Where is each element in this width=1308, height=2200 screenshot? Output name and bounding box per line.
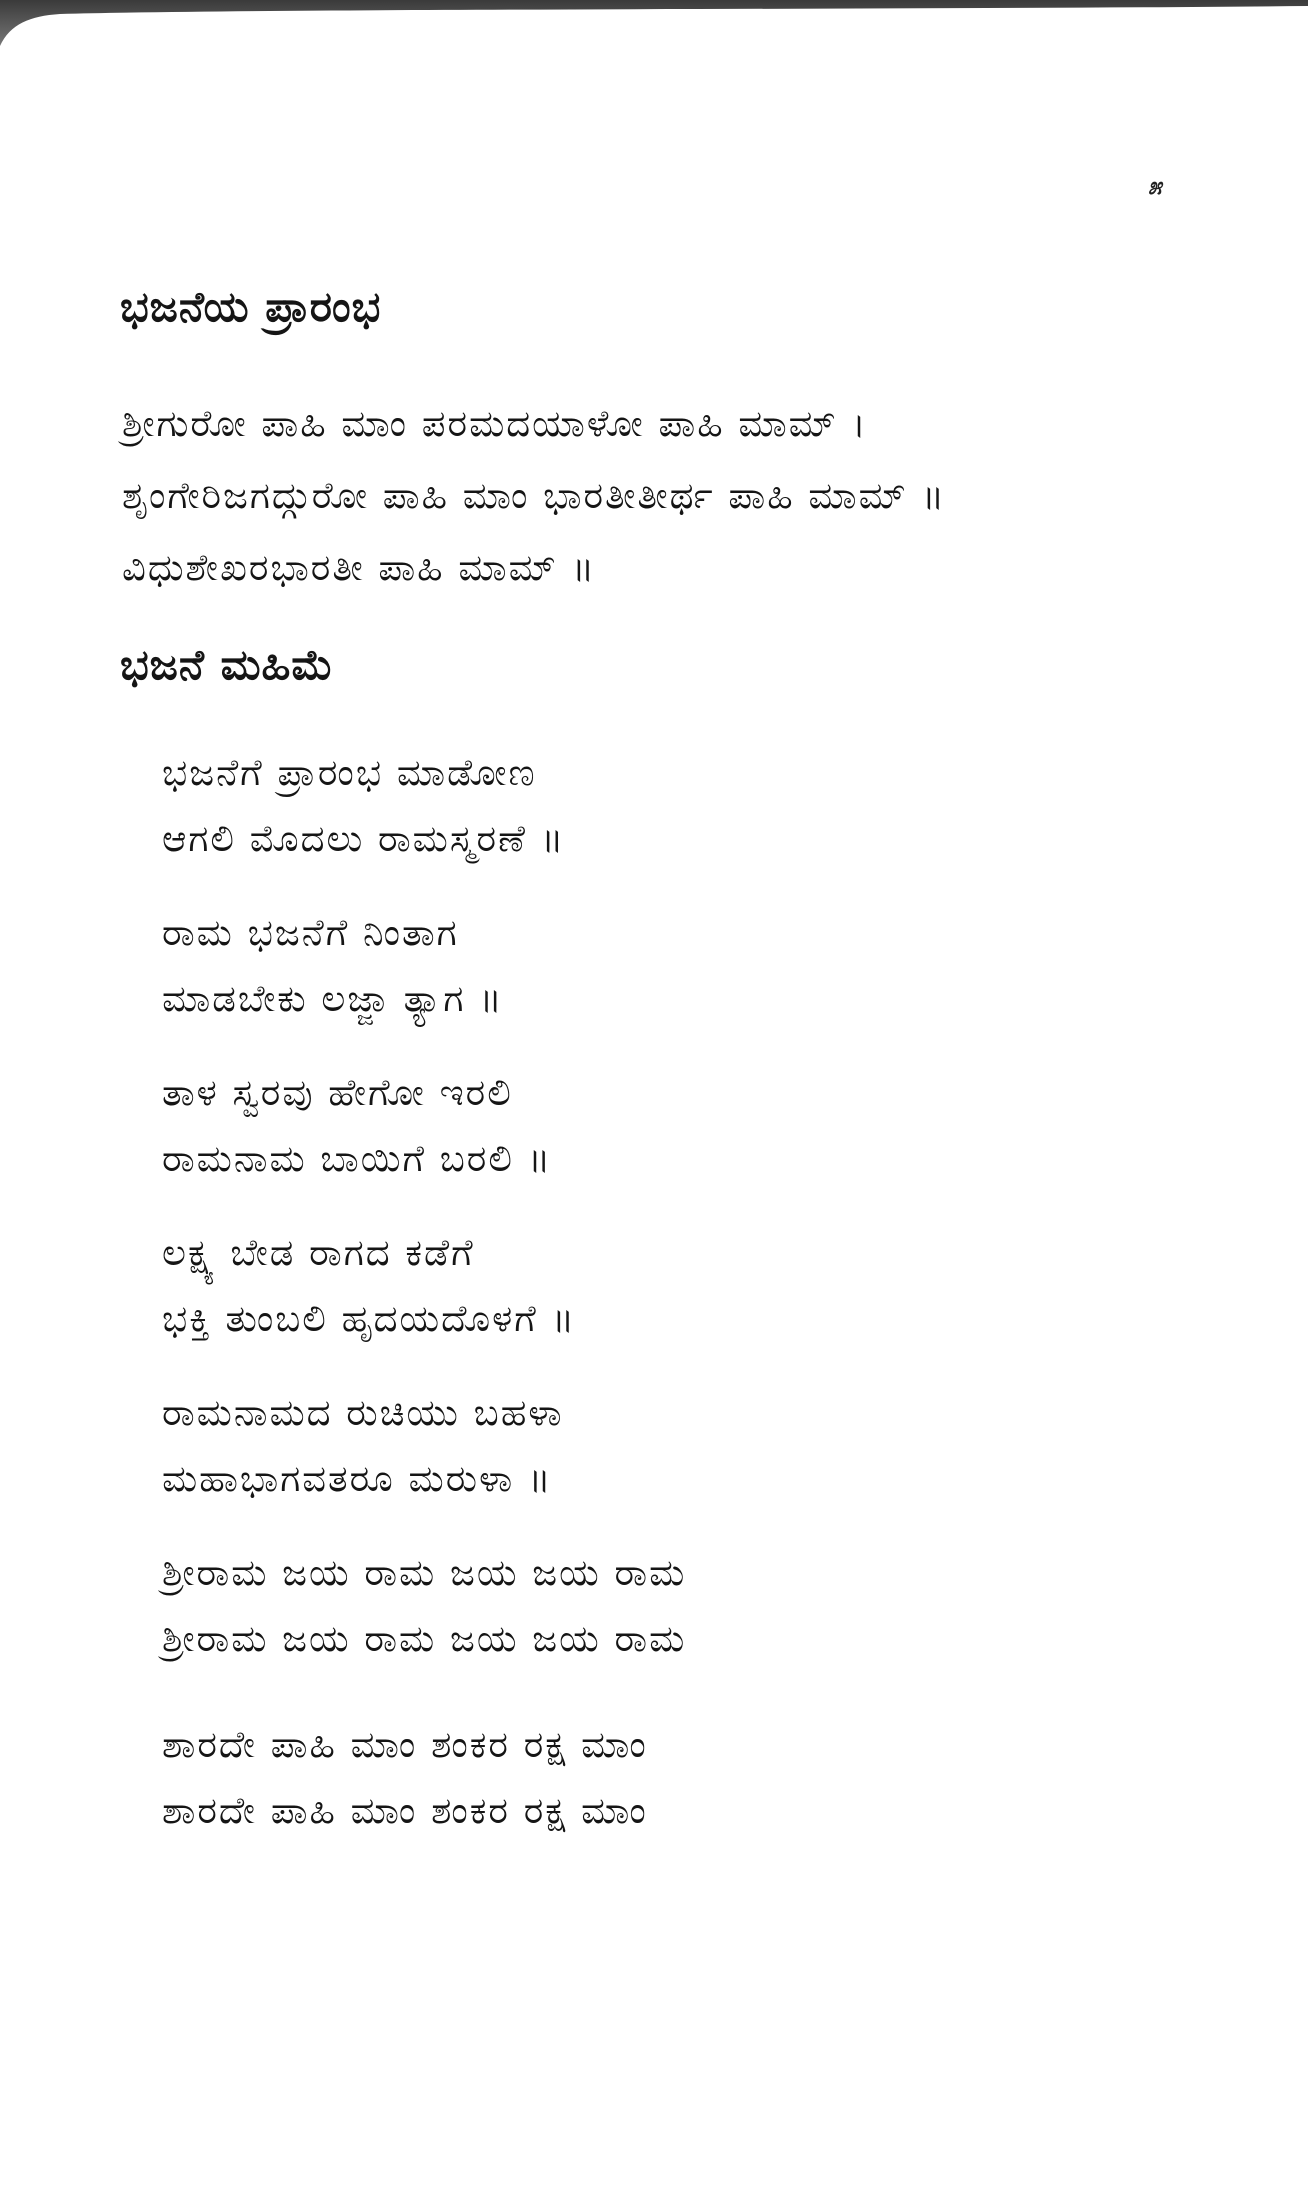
verse-line: ಮಾಡಬೇಕು ಲಜ್ಜಾ ತ್ಯಾಗ ॥	[162, 977, 504, 1020]
invocation-verse	[122, 388, 1222, 604]
verse-line: ಶ್ರೀರಾಮ ಜಯ ರಾಮ ಜಯ ಜಯ ರಾಮ	[162, 1617, 687, 1660]
verse-line: ಭಕ್ತಿ ತುಂಬಲಿ ಹೃದಯದೊಳಗೆ ॥	[162, 1297, 577, 1340]
verse-line: ಶಾರದೇ ಪಾಹಿ ಮಾಂ ಶಂಕರ ರಕ್ಷ ಮಾಂ	[162, 1789, 648, 1832]
verse-line: ಭಜನೆಗೆ ಪ್ರಾರಂಭ ಮಾಡೋಣ	[162, 751, 537, 794]
scan-edge-shadow	[0, 0, 1308, 60]
stanza	[162, 1540, 1162, 1672]
verse-line: ತಾಳ ಸ್ವರವು ಹೇಗೋ ಇರಲಿ	[162, 1071, 513, 1114]
invocation-line: ಶ್ರೀಗುರೋ ಪಾಹಿ ಮಾಂ ಪರಮದಯಾಳೋ ಪಾಹಿ ಮಾಮ್ ।	[122, 402, 868, 445]
section-heading-bhajaneya-prarambha: ಭಜನೆಯ ಪ್ರಾರಂಭ	[120, 282, 382, 331]
verse-line: ರಾಮನಾಮ ಬಾಯಿಗೆ ಬರಲಿ ॥	[162, 1137, 553, 1180]
verse-line: ಮಹಾಭಾಗವತರೂ ಮರುಳಾ ॥	[162, 1457, 553, 1500]
verse-line: ರಾಮ ಭಜನೆಗೆ ನಿಂತಾಗ	[162, 911, 459, 954]
verse-line: ರಾಮನಾಮದ ರುಚಿಯು ಬಹಳಾ	[162, 1391, 564, 1434]
verse-line: ಶ್ರೀರಾಮ ಜಯ ರಾಮ ಜಯ ಜಯ ರಾಮ	[162, 1551, 687, 1594]
page-number: ೫	[1148, 172, 1162, 200]
section-heading-bhajane-mahime: ಭಜನೆ ಮಹಿಮೆ	[120, 640, 334, 689]
invocation-line: ಶೃಂಗೇರಿಜಗದ್ಗುರೋ ಪಾಹಿ ಮಾಂ ಭಾರತೀತೀರ್ಥ ಪಾಹಿ ಮಾಮ್ ॥	[122, 474, 947, 517]
verse-line: ಆಗಲಿ ಮೊದಲು ರಾಮಸ್ಮರಣೆ ॥	[162, 817, 566, 860]
verse-line: ಶಾರದೇ ಪಾಹಿ ಮಾಂ ಶಂಕರ ರಕ್ಷ ಮಾಂ	[162, 1723, 648, 1766]
verse-line: ಲಕ್ಷ್ಯ ಬೇಡ ರಾಗದ ಕಡೆಗೆ	[162, 1231, 475, 1274]
stanza	[162, 1060, 1162, 1192]
stanza	[162, 740, 1162, 872]
stanza	[162, 1220, 1162, 1352]
bhajane-mahime-verses	[162, 740, 1162, 1872]
stanza	[162, 900, 1162, 1032]
stanza	[162, 1380, 1162, 1512]
stanza	[162, 1712, 1162, 1844]
invocation-line: ವಿಧುಶೇಖರಭಾರತೀ ಪಾಹಿ ಮಾಮ್ ॥	[122, 546, 597, 589]
